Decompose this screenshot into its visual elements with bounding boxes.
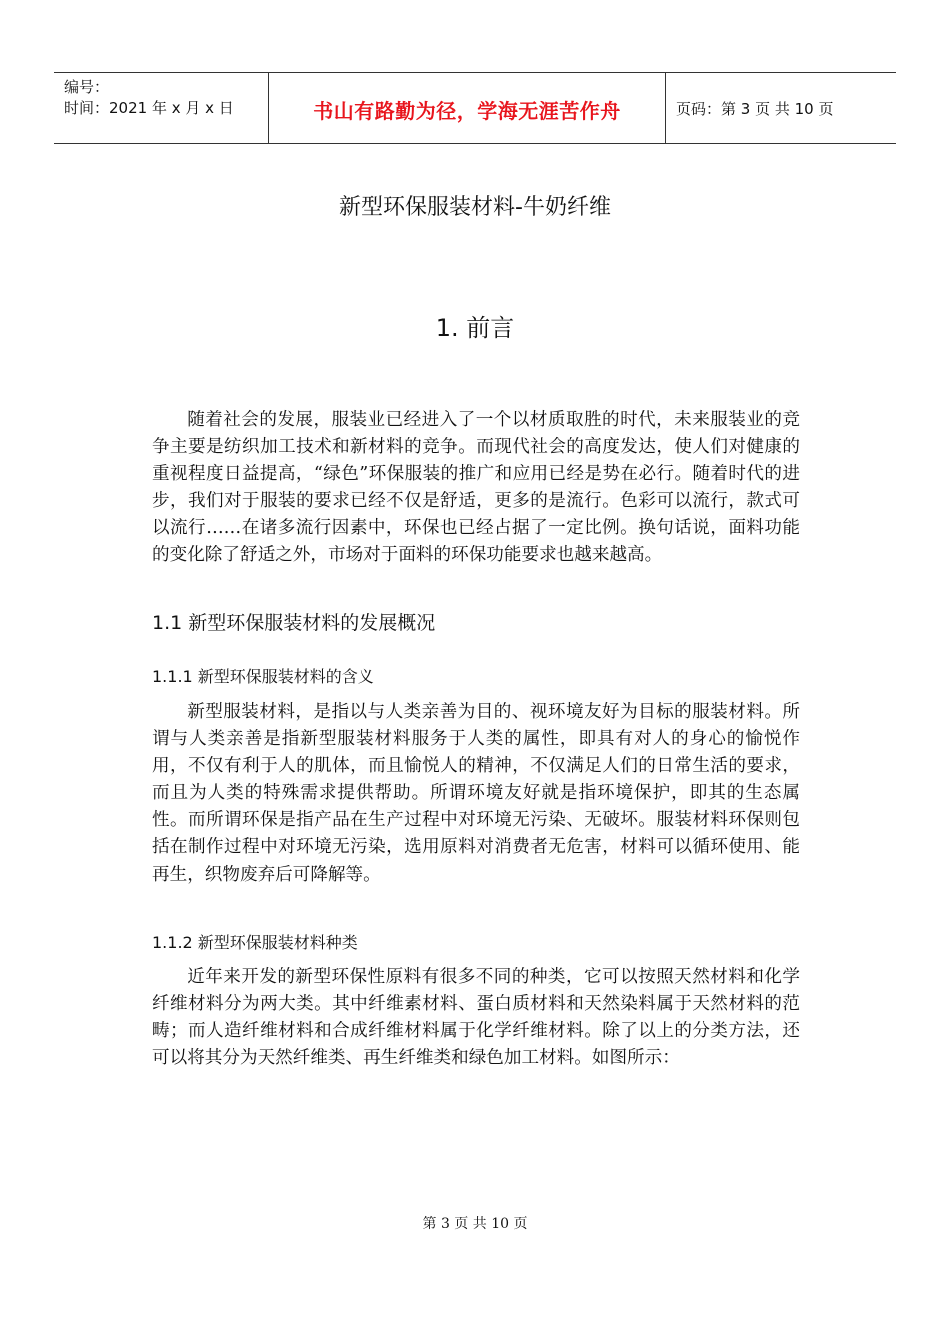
subsection-heading-1-1-2: 1.1.2 新型环保服装材料种类 xyxy=(152,933,358,952)
header-divider xyxy=(665,73,666,144)
document-title: 新型环保服装材料-牛奶纤维 xyxy=(339,195,611,220)
paragraph-1-1-1: 新型服装材料，是指以与人类亲善为目的、视环境友好为目标的服装材料。所谓与人类亲善是指新型服装材料服务于人类的属性，即具有对人的身心的愉悦作用，不仅有利于人的肌体，而且愉悦人的精神，不仅满足人们的日常生活的要求，而且为人类的特殊需求提供帮助。所谓环境友好就是指环境保护，即其的生态属性。而所谓环保是指产品在生产过程中对环境无污染、无破坏。服装材料环保则包括在制作过程中对环境无污染，选用原料对消费者无危害，材料可以循环使用、能再生，织物废弃后可降解等。 xyxy=(152,702,800,885)
header-page-info: 页码：第 3 页 共 10 页 xyxy=(676,100,834,118)
page-header xyxy=(54,72,896,144)
page-footer: 第 3 页 共 10 页 xyxy=(422,1216,528,1232)
paragraph-1-1-2: 近年来开发的新型环保性原料有很多不同的种类，它可以按照天然材料和化学纤维材料分为两大类。其中纤维素材料、蛋白质材料和天然染料属于天然材料的范畴；而人造纤维材料和合成纤维材料属于化学纤维材料。除了以上的分类方法，还可以将其分为天然纤维类、再生纤维类和绿色加工材料。如图所示： xyxy=(152,967,800,1069)
document-number-label: 编号： xyxy=(64,78,110,96)
header-meta xyxy=(64,77,234,119)
section-title: 1. 前言 xyxy=(435,314,515,342)
subsection-heading-1-1: 1.1 新型环保服装材料的发展概况 xyxy=(152,612,436,634)
header-motto: 书山有路勤为径，学海无涯苦作舟 xyxy=(313,99,621,123)
document-time-label: 时间：2021 年 x 月 x 日 xyxy=(64,99,234,117)
intro-paragraph: 随着社会的发展，服装业已经进入了一个以材质取胜的时代，未来服装业的竞争主要是纺织加工技术和新材料的竞争。而现代社会的高度发达，使人们对健康的重视程度日益提高，“绿色”环保服装的推广和应用已经是势在必行。随着时代的进步，我们对于服装的要求已经不仅是舒适，更多的是流行。色彩可以流行，款式可以流行……在诸多流行因素中，环保也已经占据了一定比例。换句话说，面料功能的变化除了舒适之外，市场对于面料的环保功能要求也越来越高。 xyxy=(152,410,800,566)
subsection-heading-1-1-1: 1.1.1 新型环保服装材料的含义 xyxy=(152,667,374,686)
